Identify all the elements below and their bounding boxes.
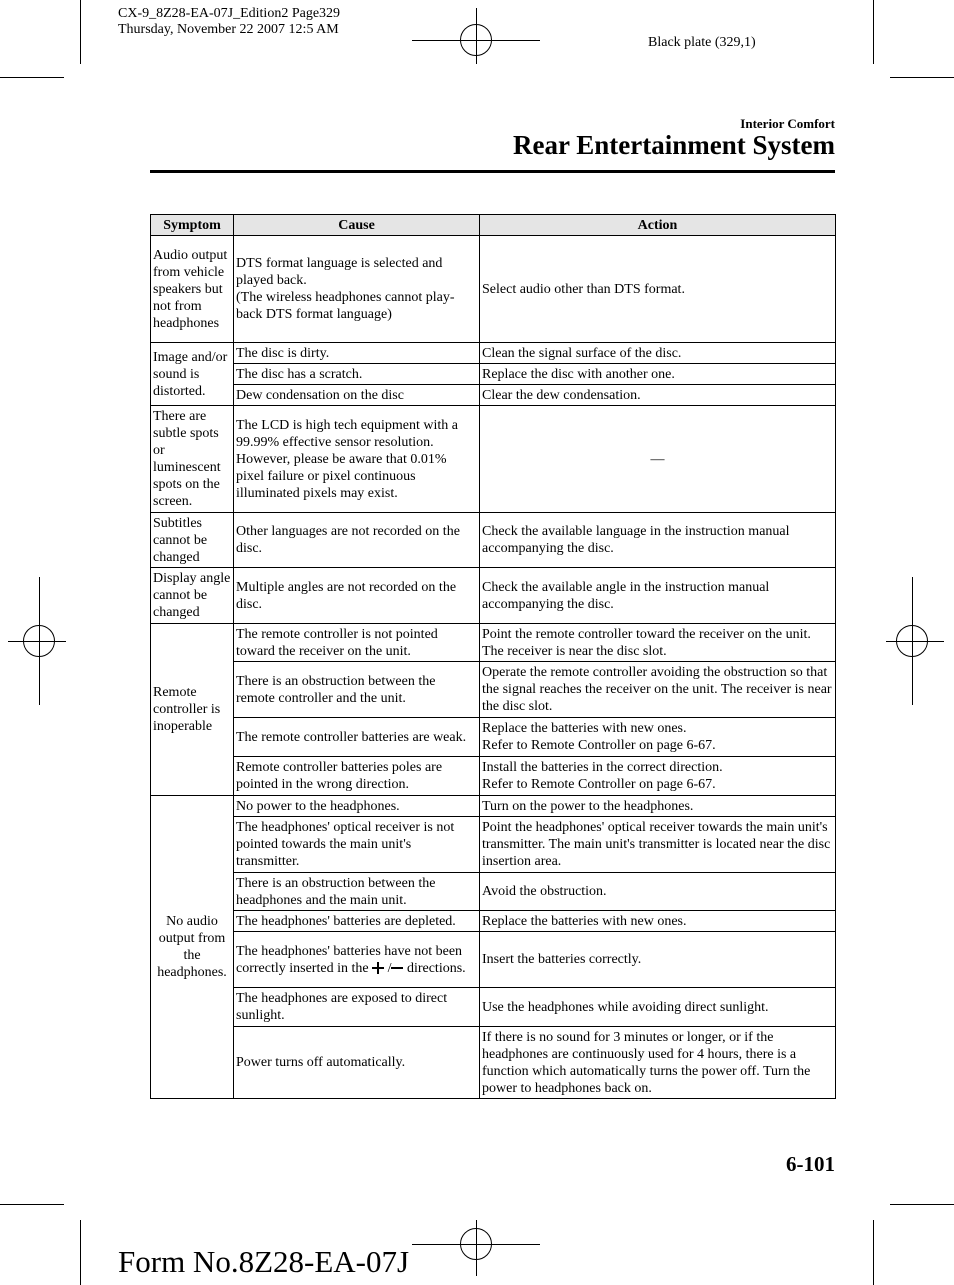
symptom-cell: No audio output from the headphones. bbox=[151, 796, 234, 1099]
table-row bbox=[151, 406, 836, 513]
crop-mark bbox=[890, 77, 954, 78]
table-header-row bbox=[151, 215, 836, 236]
cause-cell: No power to the headphones. bbox=[234, 796, 480, 817]
print-file-line: CX-9_8Z28-EA-07J_Edition2 Page329 bbox=[118, 6, 341, 21]
table-row bbox=[151, 662, 836, 718]
cause-cell: There is an obstruction between the headphones and the main unit. bbox=[234, 873, 480, 911]
table-row bbox=[151, 364, 836, 385]
header-action: Action bbox=[480, 215, 836, 236]
crop-mark bbox=[890, 1204, 954, 1205]
table-row bbox=[151, 817, 836, 873]
cause-cell: There is an obstruction between the remote controller and the unit. bbox=[234, 662, 480, 718]
action-cell: If there is no sound for 3 minutes or longer, or if the headphones are continuously used for 4 hours, there is a function which automatically turns the power off. Turn the power to headphones back on. bbox=[480, 1027, 836, 1099]
action-cell: Use the headphones while avoiding direct sunlight. bbox=[480, 988, 836, 1027]
action-text: Replace the batteries with new ones. Refer to Remote Controller on page 6-67. bbox=[482, 721, 716, 753]
troubleshooting-table bbox=[150, 214, 836, 1099]
table-row bbox=[151, 796, 836, 817]
table-row bbox=[151, 343, 836, 364]
symptom-cell: Subtitles cannot be changed bbox=[151, 513, 234, 568]
action-cell: Point the remote controller toward the receiver on the unit. The receiver is near the disc slot. bbox=[480, 624, 836, 662]
table-row bbox=[151, 568, 836, 624]
cause-cell: The remote controller is not pointed toward the receiver on the unit. bbox=[234, 624, 480, 662]
action-cell: Check the available angle in the instruction manual accompanying the disc. bbox=[480, 568, 836, 624]
table-row bbox=[151, 513, 836, 568]
cause-cell: The remote controller batteries are weak. bbox=[234, 718, 480, 757]
cause-cell: The disc is dirty. bbox=[234, 343, 480, 364]
title-rule bbox=[150, 170, 835, 173]
table-row bbox=[151, 718, 836, 757]
symptom-cell: There are subtle spots or luminescent spots on the screen. bbox=[151, 406, 234, 513]
table-row bbox=[151, 932, 836, 988]
action-cell: Replace the disc with another one. bbox=[480, 364, 836, 385]
action-cell: Clean the signal surface of the disc. bbox=[480, 343, 836, 364]
cause-cell: Other languages are not recorded on the disc. bbox=[234, 513, 480, 568]
cause-cell: The LCD is high tech equipment with a 99.99% effective sensor resolution. However, please be aware that 0.01% pixel failure or pixel continuous illuminated pixels may exist. bbox=[234, 406, 480, 513]
action-cell: Point the headphones' optical receiver towards the main unit's transmitter. The main unit's transmitter is located near the disc insertion area. bbox=[480, 817, 836, 873]
action-cell: Turn on the power to the headphones. bbox=[480, 796, 836, 817]
action-cell: Clear the dew condensation. bbox=[480, 385, 836, 406]
action-cell: Check the available language in the instruction manual accompanying the disc. bbox=[480, 513, 836, 568]
cause-text: directions. bbox=[406, 960, 466, 976]
cause-cell: The disc has a scratch. bbox=[234, 364, 480, 385]
cause-text: DTS format language is selected and played back. (The wireless headphones cannot play-back DTS format language) bbox=[236, 256, 455, 322]
cause-cell: The headphones are exposed to direct sunlight. bbox=[234, 988, 480, 1027]
page-title: Rear Entertainment System bbox=[513, 130, 835, 160]
page-number: 6-101 bbox=[786, 1152, 835, 1176]
crop-mark bbox=[873, 1220, 874, 1285]
plus-icon bbox=[372, 962, 384, 974]
action-cell bbox=[480, 757, 836, 796]
crop-mark bbox=[80, 0, 81, 64]
symptom-cell: Image and/or sound is distorted. bbox=[151, 343, 234, 406]
header-cause: Cause bbox=[234, 215, 480, 236]
action-cell: Operate the remote controller avoiding the obstruction so that the signal reaches the receiver on the unit. The receiver is near the disc slot. bbox=[480, 662, 836, 718]
cause-cell: The headphones' batteries are depleted. bbox=[234, 911, 480, 932]
plate-label: Black plate (329,1) bbox=[648, 35, 756, 50]
action-cell: Select audio other than DTS format. bbox=[480, 236, 836, 343]
action-cell: — bbox=[480, 406, 836, 513]
action-cell bbox=[480, 718, 836, 757]
section-label: Interior Comfort bbox=[740, 116, 835, 131]
table-row bbox=[151, 624, 836, 662]
table-row bbox=[151, 873, 836, 911]
table-row bbox=[151, 385, 836, 406]
form-number: Form No.8Z28-EA-07J bbox=[118, 1244, 410, 1279]
cause-cell bbox=[234, 932, 480, 988]
header-symptom: Symptom bbox=[151, 215, 234, 236]
cause-cell: Dew condensation on the disc bbox=[234, 385, 480, 406]
action-cell: Insert the batteries correctly. bbox=[480, 932, 836, 988]
print-date-line: Thursday, November 22 2007 12:5 AM bbox=[118, 22, 339, 37]
table-row bbox=[151, 988, 836, 1027]
cause-separator: / bbox=[387, 960, 392, 976]
table-row bbox=[151, 1027, 836, 1099]
table-row bbox=[151, 236, 836, 343]
cause-cell: Power turns off automatically. bbox=[234, 1027, 480, 1099]
cause-cell: Remote controller batteries poles are pointed in the wrong direction. bbox=[234, 757, 480, 796]
crop-mark bbox=[80, 1220, 81, 1285]
symptom-cell: Display angle cannot be changed bbox=[151, 568, 234, 624]
crop-mark bbox=[0, 77, 64, 78]
crop-mark bbox=[873, 0, 874, 64]
table-row bbox=[151, 757, 836, 796]
table-row bbox=[151, 911, 836, 932]
cause-cell: The headphones' optical receiver is not pointed towards the main unit's transmitter. bbox=[234, 817, 480, 873]
cause-cell: Multiple angles are not recorded on the disc. bbox=[234, 568, 480, 624]
action-cell: Avoid the obstruction. bbox=[480, 873, 836, 911]
action-cell: Replace the batteries with new ones. bbox=[480, 911, 836, 932]
cause-text: The headphones' batteries have not been correctly inserted in the bbox=[236, 943, 463, 976]
crop-mark bbox=[0, 1204, 64, 1205]
minus-icon bbox=[391, 962, 403, 974]
action-text: Install the batteries in the correct direction. Refer to Remote Controller on page 6-67. bbox=[482, 760, 723, 792]
symptom-cell: Audio output from vehicle speakers but not from headphones bbox=[151, 236, 234, 343]
symptom-cell: Remote controller is inoperable bbox=[151, 624, 234, 796]
cause-cell bbox=[234, 236, 480, 343]
